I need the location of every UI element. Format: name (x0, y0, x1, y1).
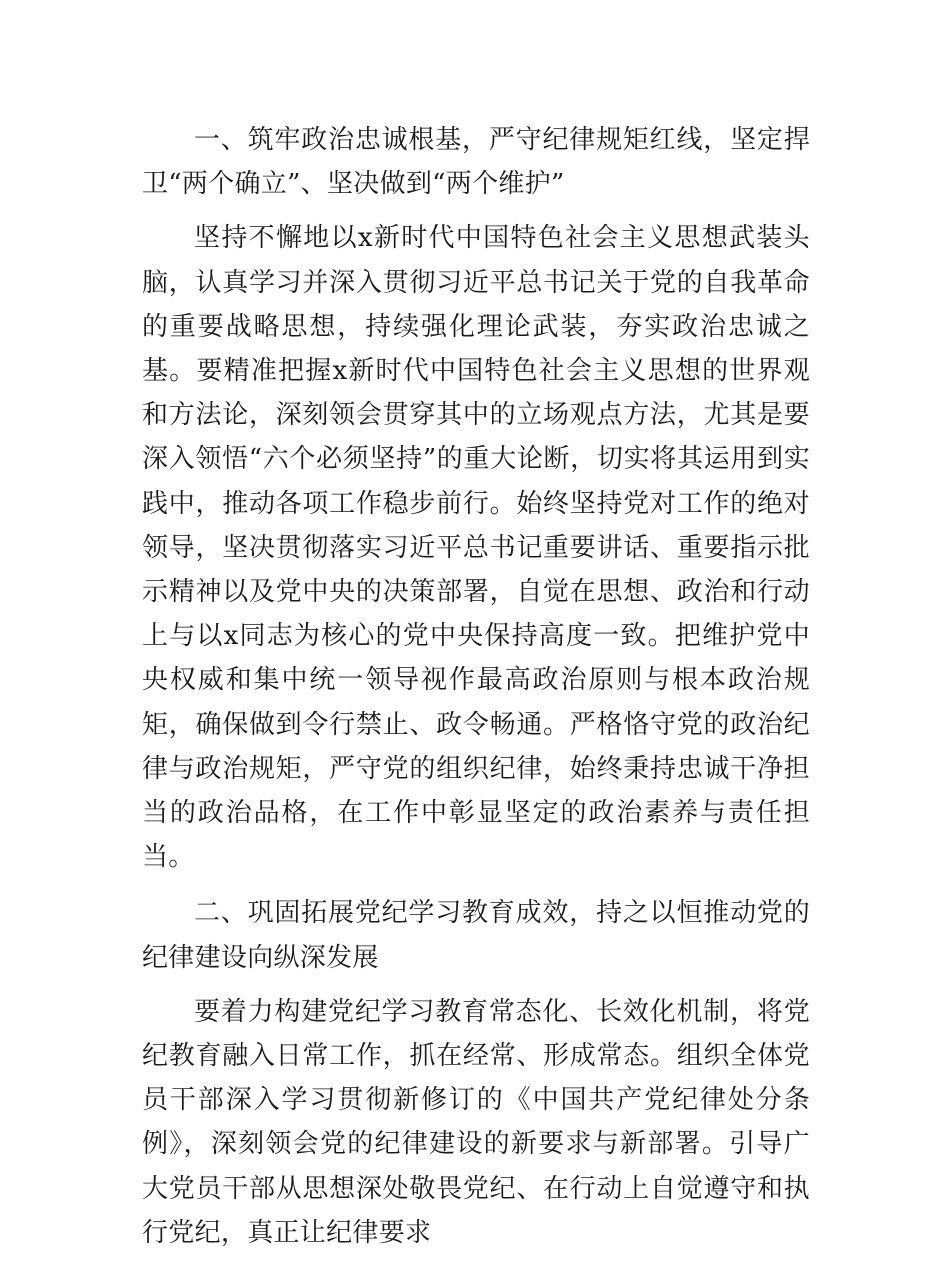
document-body (142, 118, 810, 1267)
section-paragraph-2: 要着力构建党纪学习教育常态化、长效化机制，将党纪教育融入日常工作，抓在经常、形成常态。组织全体党员干部深入学习贯彻新修订的《中国共产党纪律处分条例》，深刻领会党的纪律建设的新要求与新部署。引导广大党员干部从思想深处敬畏党纪、在行动上自觉遵守和执行党纪，真正让纪律要求 (142, 996, 810, 1248)
section-heading-1: 一、筑牢政治忠诚根基，严守纪律规矩红线，坚定捍卫“两个确立”、坚决做到“两个维护” (142, 125, 810, 200)
section-paragraph-1: 坚持不懈地以x新时代中国特色社会主义思想武装头脑，认真学习并深入贯彻习近平总书记关于党的自我革命的重要战略思想，持续强化理论武装，夯实政治忠诚之基。要精准把握x新时代中国特色社会主义思想的世界观和方法论，深刻领会贯穿其中的立场观点方法，尤其是要深入领悟“六个必须坚持”的重大论断，切实将其运用到实践中，推动各项工作稳步前行。始终坚持党对工作的绝对领导，坚决贯彻落实习近平总书记重要讲话、重要指示批示精神以及党中央的决策部署，自觉在思想、政治和行动上与以x同志为核心的党中央保持高度一致。把维护党中央权威和集中统一领导视作最高政治原则与根本政治规矩，确保做到令行禁止、政令畅通。严格恪守党的政治纪律与政治规矩，严守党的组织纪律，始终秉持忠诚干净担当的政治品格，在工作中彰显坚定的政治素养与责任担当。 (142, 223, 810, 873)
section-heading-2: 二、巩固拓展党纪学习教育成效，持之以恒推动党的纪律建设向纵深发展 (142, 898, 810, 973)
